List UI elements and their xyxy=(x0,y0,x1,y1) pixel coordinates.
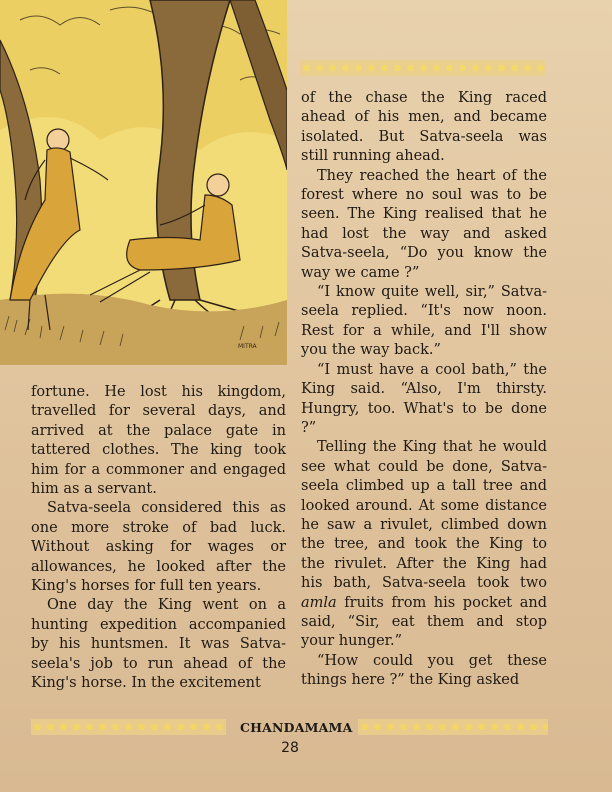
right-text-column xyxy=(301,89,547,691)
artist-signature: MITRA xyxy=(238,343,257,350)
paragraph: “I know quite well, sir,” Satva-seela replied. “It's now noon. Rest for a while, and I'll show you the way back.” xyxy=(301,284,547,359)
paragraph: They reached the heart of the forest where no soul was to be seen. The King realised that he had lost the way and asked Satva-seela, “Do you know the way we came ?” xyxy=(301,167,547,281)
paragraph: One day the King went on a hunting expedition accompanied by his huntsmen. It was Satva-seela's job to run ahead of the King's horse. In the excitement xyxy=(31,597,286,692)
paragraph xyxy=(301,438,547,651)
paragraph: “How could you get these things here ?” the King asked xyxy=(301,652,547,689)
story-illustration xyxy=(0,0,287,365)
left-text-column xyxy=(31,383,286,694)
page-number: 28 xyxy=(281,740,299,756)
paragraph-text: fruits from his pocket and said, “Sir, eat them and stop your hunger.” xyxy=(301,594,547,650)
magazine-title: CHANDAMAMA xyxy=(240,720,353,735)
top-decorative-band xyxy=(300,60,545,76)
paragraph: of the chase the King raced ahead of his men, and became isolated. But Satva-seela was still running ahead. xyxy=(301,90,547,165)
paragraph: fortune. He lost his kingdom, travelled for several days, and arrived at the palace gate in tattered clothes. The king took him for a commoner and engaged him as a servant. xyxy=(31,384,286,498)
amla-word: amla xyxy=(301,594,337,611)
footer-decorative-band-right xyxy=(358,719,548,735)
paragraph: “I must have a cool bath,” the King said. “Also, I'm thirsty. Hungry, too. What's to be done ?” xyxy=(301,361,547,436)
paragraph: Satva-seela considered this as one more stroke of bad luck. Without asking for wages or allowances, he looked after the King's horses for full ten years. xyxy=(31,500,286,595)
forest-scene-illustration xyxy=(0,0,287,365)
footer-decorative-band-left xyxy=(31,719,226,735)
paragraph-text: Telling the King that he would see what could be done, Satva-seela climbed up a tall tree and looked around. At some distance he saw a rivulet, climbed down the tree, and took the King to the rivulet. After the King had his bath, Satva-seela took two xyxy=(301,439,547,592)
